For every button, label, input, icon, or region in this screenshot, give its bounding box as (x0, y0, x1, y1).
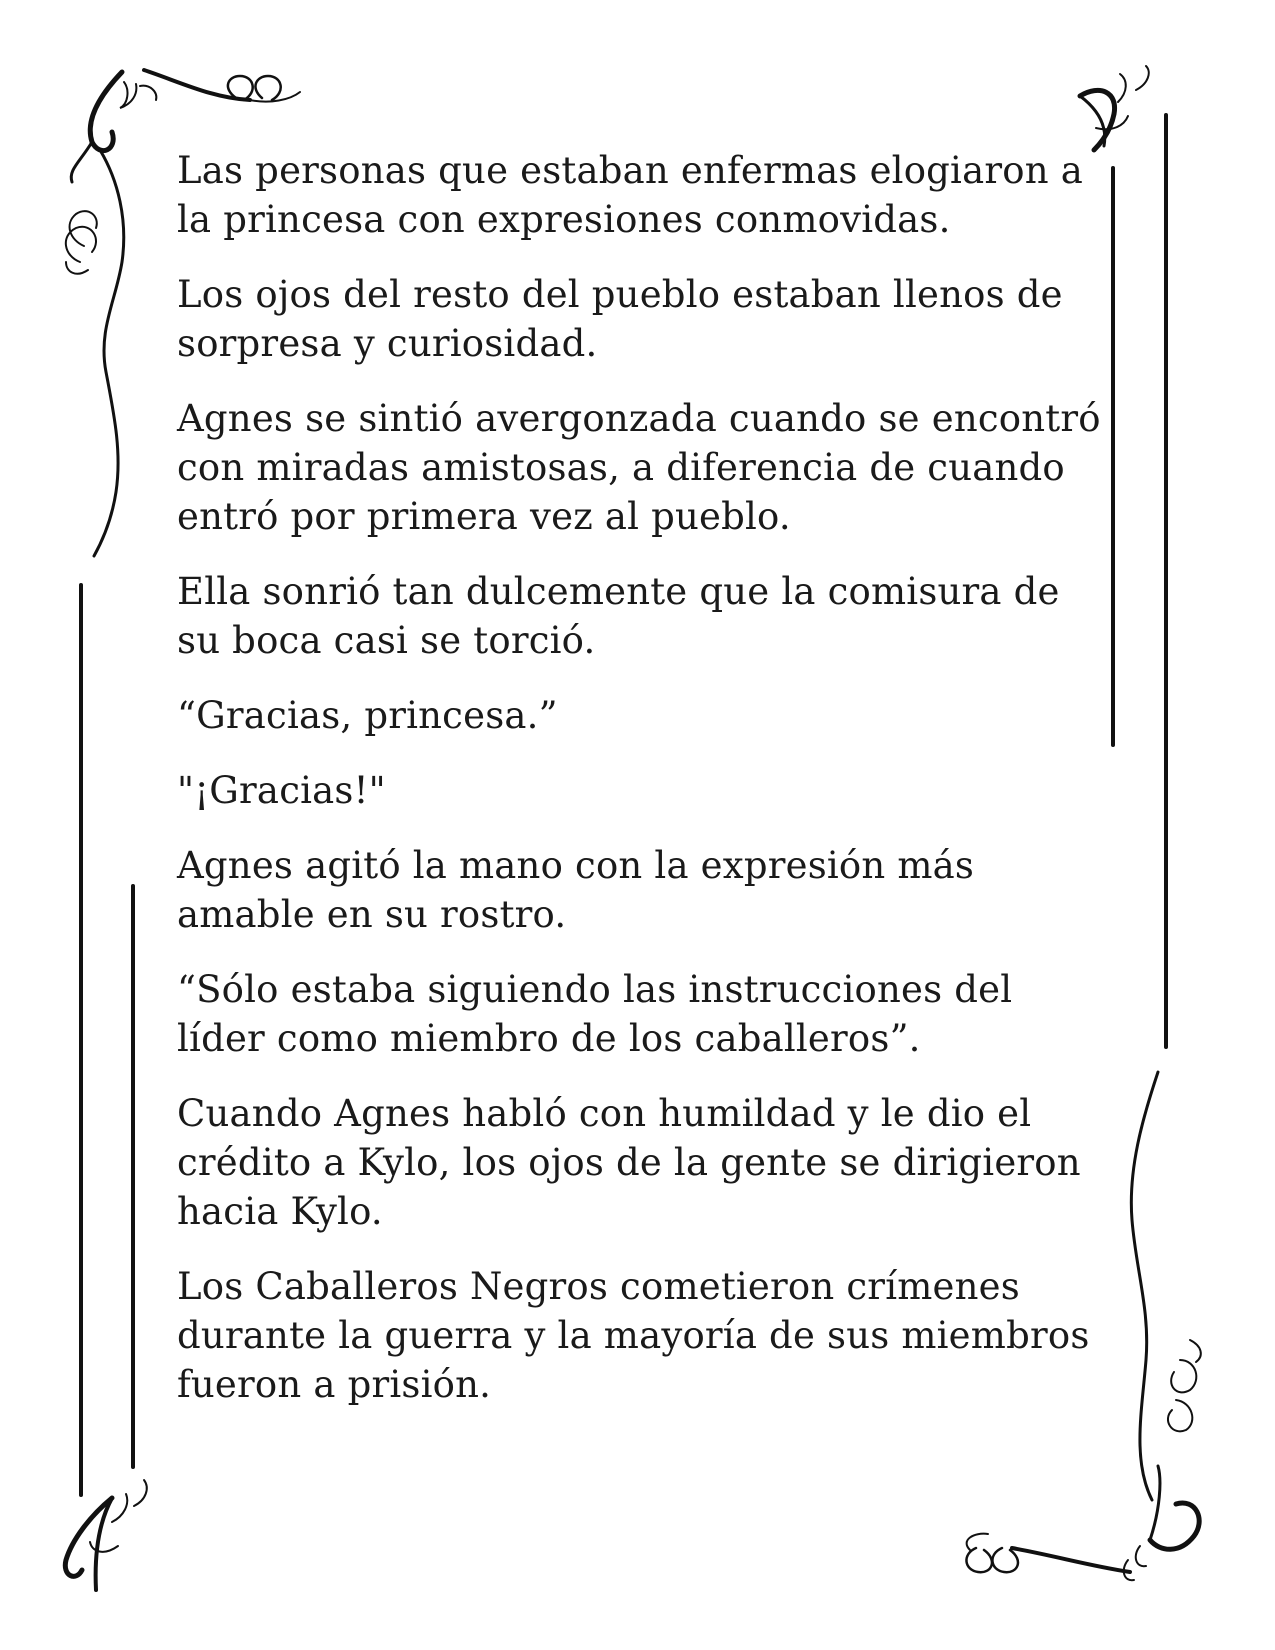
paragraph: Agnes se sintió avergonzada cuando se encontró con miradas amistosas, a diferencia de cuando entró por primera vez al pueblo. (177, 397, 1101, 538)
paragraph: Ella sonrió tan dulcemente que la comisura de su boca casi se torció. (177, 570, 1060, 662)
paragraph: “Gracias, princesa.” (177, 694, 558, 737)
paragraph: Los Caballeros Negros cometieron crímenes durante la guerra y la mayoría de sus miembros fueron a prisión. (177, 1265, 1090, 1406)
paragraph: Las personas que estaban enfermas elogiaron a la princesa con expresiones conmovidas. (177, 149, 1083, 241)
paragraph: Los ojos del resto del pueblo estaban llenos de sorpresa y curiosidad. (177, 273, 1063, 365)
paragraph: "¡Gracias!" (177, 769, 386, 812)
paragraph: “Sólo estaba siguiendo las instrucciones del líder como miembro de los caballeros”. (177, 968, 1013, 1060)
paragraph: Agnes agitó la mano con la expresión más amable en su rostro. (177, 844, 975, 936)
top-right-flourish (1080, 66, 1149, 150)
text-body (177, 146, 1102, 1435)
bottom-left-flourish (65, 1480, 146, 1590)
paragraph: Cuando Agnes habló con humildad y le dio el crédito a Kylo, los ojos de la gente se dirigieron hacia Kylo. (177, 1092, 1081, 1233)
